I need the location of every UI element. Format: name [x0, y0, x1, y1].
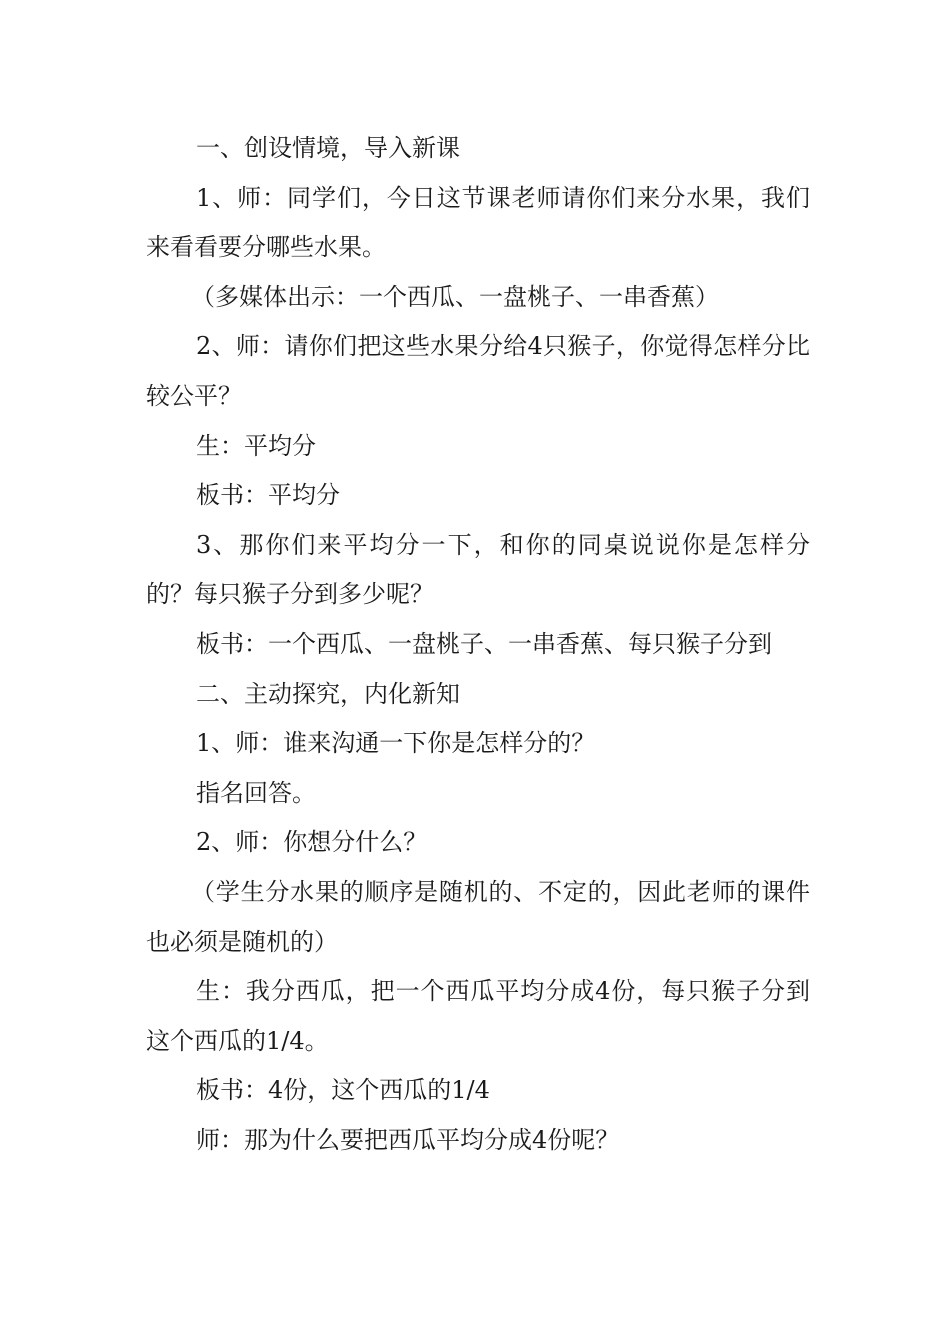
- paragraph: 板书：4份，这个西瓜的1/4: [196, 1076, 490, 1105]
- paragraph: 1、师：同学们，今日这节课老师请你们来分水果，我们来看看要分哪些水果。: [146, 183, 810, 262]
- paragraph: 1、师：谁来沟通一下你是怎样分的？: [196, 729, 596, 758]
- paragraph: 生：我分西瓜，把一个西瓜平均分成4份，每只猴子分到这个西瓜的1/4。: [146, 977, 810, 1055]
- paragraph: 生：平均分: [196, 431, 316, 460]
- section-heading-1: 一、创设情境，导入新课: [196, 134, 460, 162]
- document-body: [146, 124, 810, 1165]
- paragraph: 板书：一个西瓜、一盘桃子、一串香蕉、每只猴子分到: [196, 629, 772, 658]
- paragraph: 2、师：你想分什么？: [196, 828, 428, 857]
- paragraph: （多媒体出示：一个西瓜、一盘桃子、一串香蕉）: [191, 282, 719, 311]
- paragraph: 板书：平均分: [196, 481, 340, 510]
- section-heading-2: 二、主动探究，内化新知: [196, 679, 460, 708]
- paragraph: 师：那为什么要把西瓜平均分成4份呢？: [196, 1125, 620, 1154]
- paragraph: 3、那你们来平均分一下，和你的同桌说说你是怎样分的？每只猴子分到多少呢？: [146, 530, 810, 609]
- paragraph: （学生分水果的顺序是随机的、不定的，因此老师的课件也必须是随机的）: [146, 877, 810, 956]
- paragraph: 指名回答。: [196, 778, 316, 807]
- paragraph: 2、师：请你们把这些水果分给4只猴子，你觉得怎样分比较公平？: [146, 332, 810, 410]
